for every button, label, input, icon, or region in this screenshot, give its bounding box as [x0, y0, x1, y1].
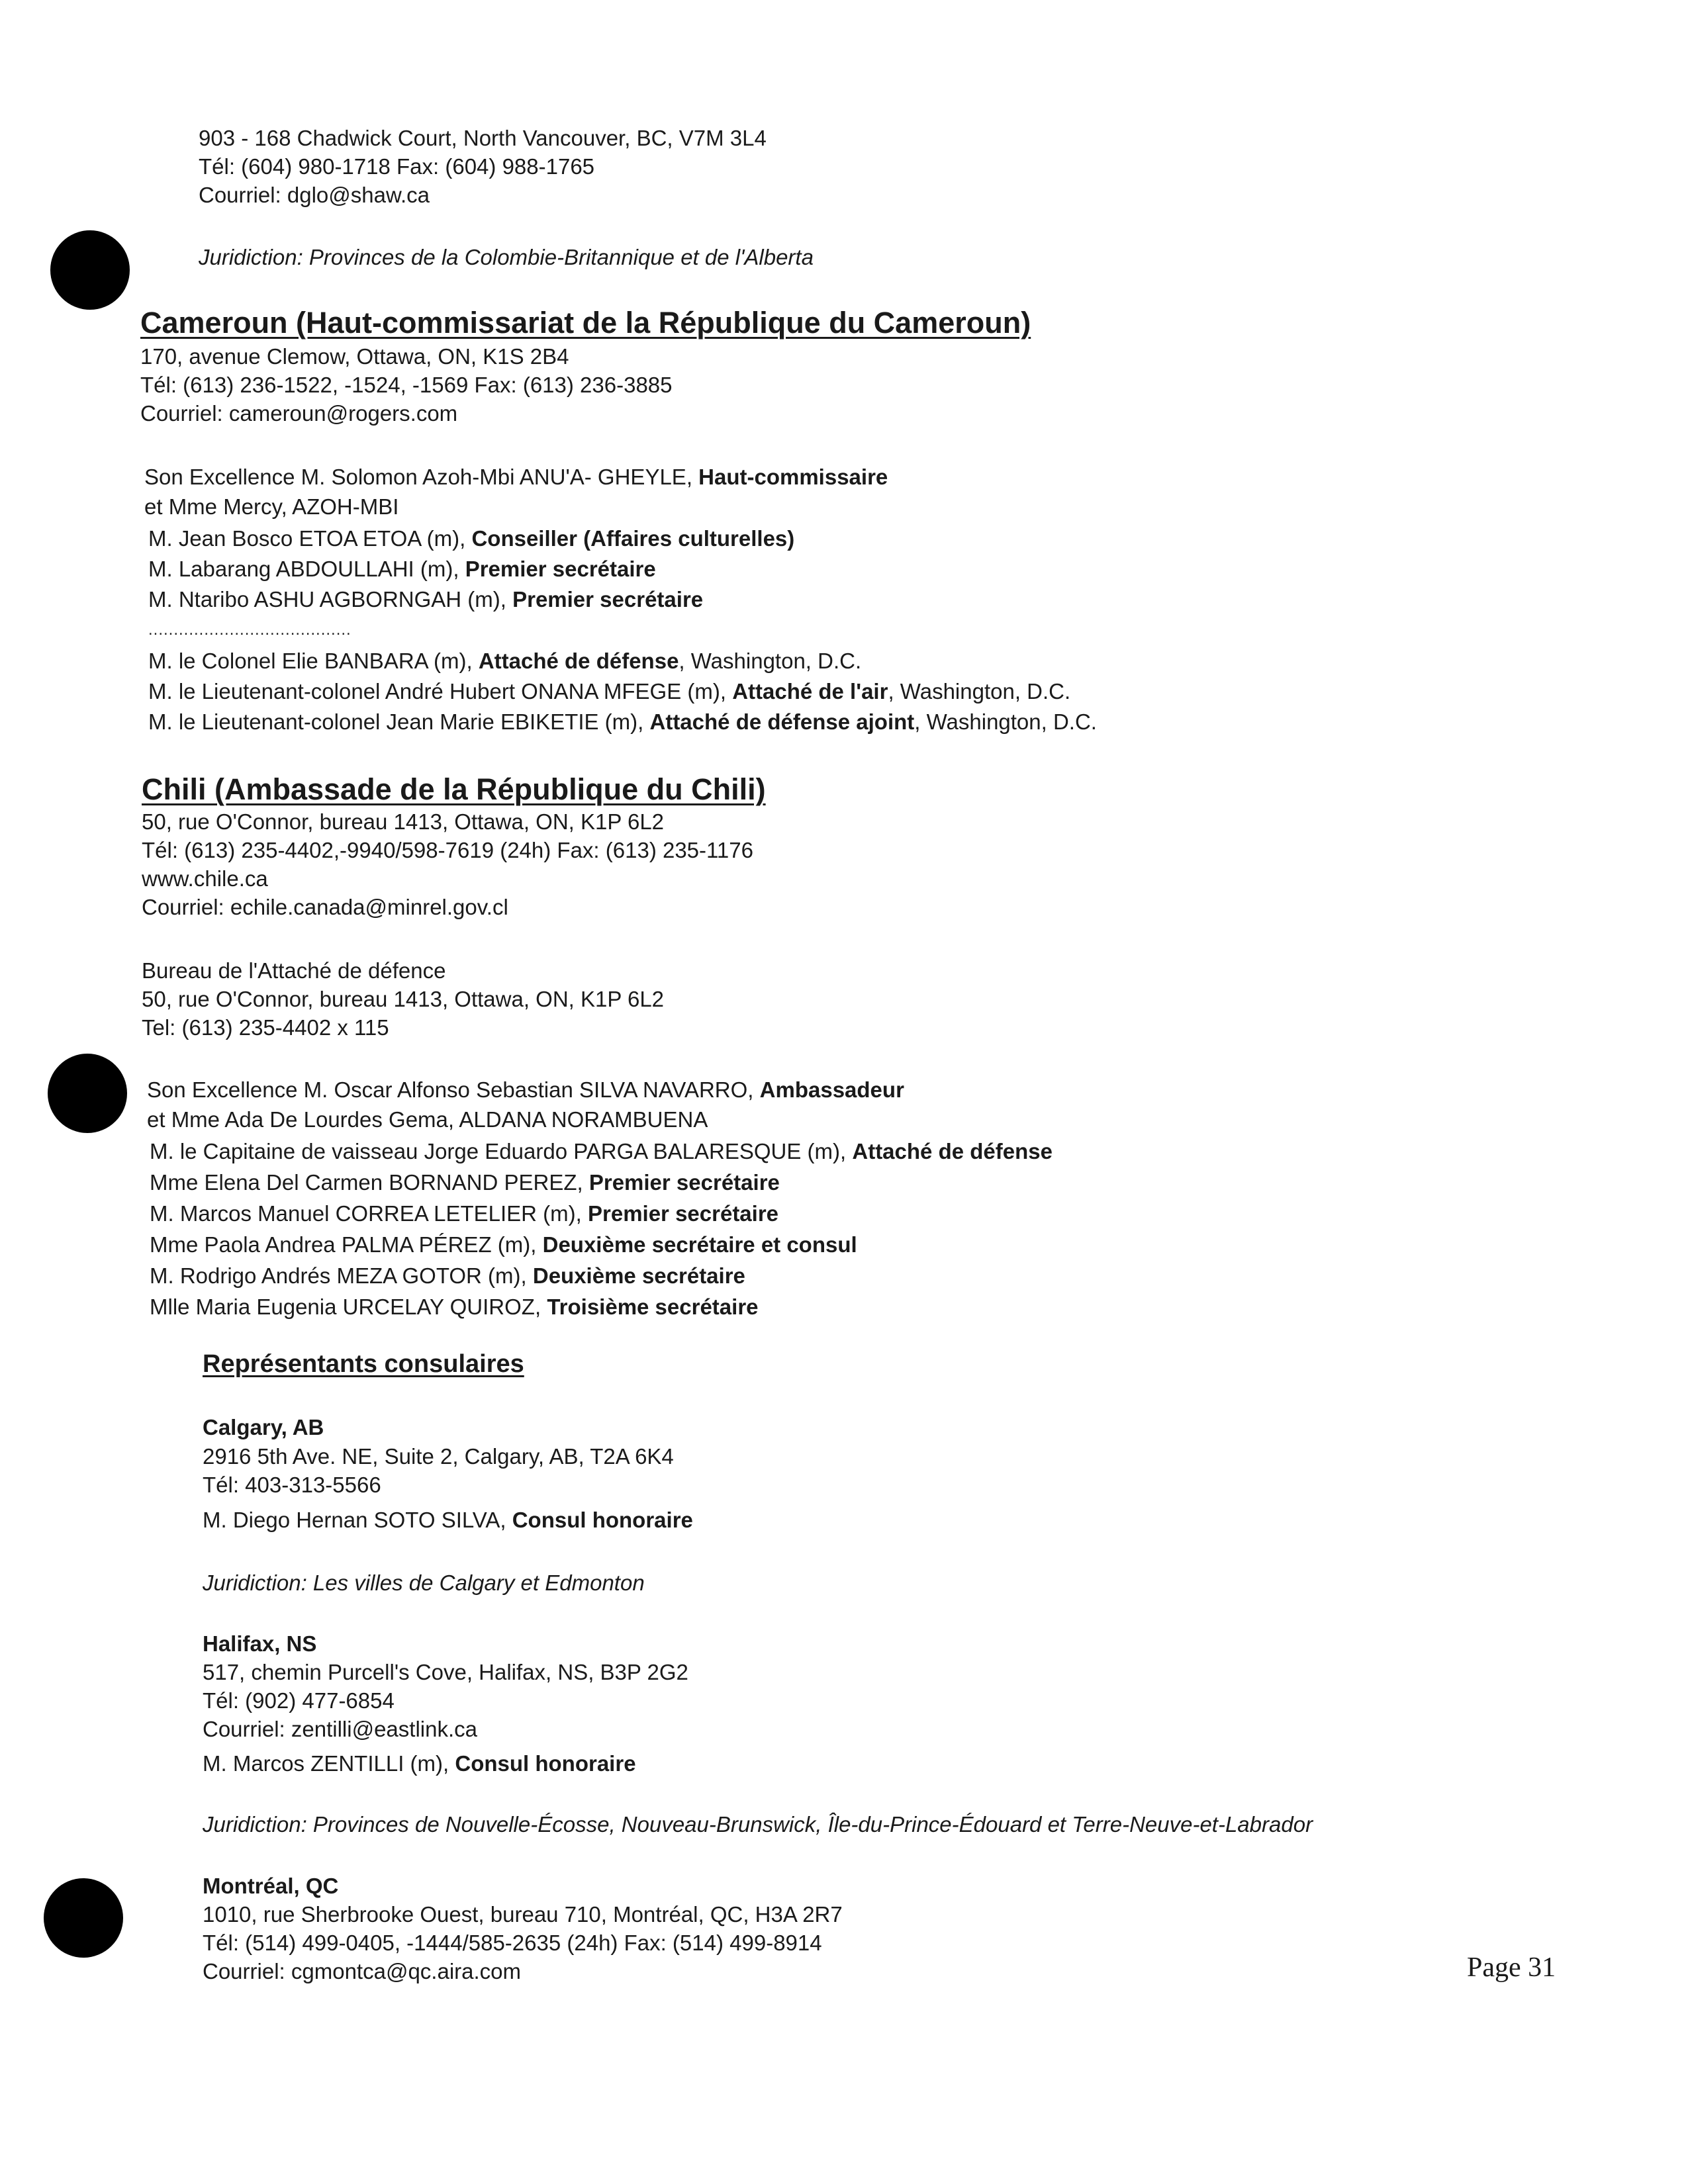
punch-hole-middle	[48, 1054, 127, 1133]
consul-line: M. Diego Hernan SOTO SILVA, Consul honoraire	[203, 1508, 693, 1532]
jurisdiction-line: Juridiction: Provinces de la Colombie-Britannique et de l'Alberta	[199, 245, 814, 269]
tel-line: Tel: (613) 235-4402 x 115	[142, 1015, 389, 1040]
tel-line: Tél: 403-313-5566	[203, 1473, 381, 1497]
staff-line: et Mme Ada De Lourdes Gema, ALDANA NORAMBUENA	[147, 1107, 708, 1132]
staff-line: M. Marcos Manuel CORREA LETELIER (m), Premier secrétaire	[150, 1201, 779, 1226]
staff-line: M. Ntaribo ASHU AGBORNGAH (m), Premier secrétaire	[148, 587, 704, 612]
jurisdiction-line: Juridiction: Les villes de Calgary et Edmonton	[203, 1570, 645, 1595]
punch-hole-top	[50, 230, 130, 310]
punch-hole-bottom	[44, 1878, 123, 1958]
address-line: 170, avenue Clemow, Ottawa, ON, K1S 2B4	[140, 344, 569, 369]
city-heading-calgary: Calgary, AB	[203, 1415, 324, 1439]
address-line: 517, chemin Purcell's Cove, Halifax, NS, B3P 2G2	[203, 1660, 688, 1684]
staff-line: Son Excellence M. Oscar Alfonso Sebastian SILVA NAVARRO, Ambassadeur	[147, 1077, 904, 1102]
address-line: 903 - 168 Chadwick Court, North Vancouver, BC, V7M 3L4	[199, 126, 767, 150]
tel-line: Tél: (613) 235-4402,-9940/598-7619 (24h) Fax: (613) 235-1176	[142, 838, 753, 862]
email-line: Courriel: echile.canada@minrel.gov.cl	[142, 895, 508, 919]
address-line: 50, rue O'Connor, bureau 1413, Ottawa, ON, K1P 6L2	[142, 809, 665, 834]
staff-line: M. Labarang ABDOULLAHI (m), Premier secrétaire	[148, 557, 656, 581]
attache-line: M. le Lieutenant-colonel Jean Marie EBIKETIE (m), Attaché de défense ajoint, Washington, D.C.	[148, 709, 1097, 734]
section-heading-cameroun: Cameroun (Haut-commissariat de la République du Cameroun)	[140, 306, 1031, 340]
attache-line: M. le Colonel Elie BANBARA (m), Attaché de défense, Washington, D.C.	[148, 649, 862, 673]
separator-dots: ........................................	[148, 621, 352, 639]
city-heading-montreal: Montréal, QC	[203, 1874, 339, 1898]
staff-line: et Mme Mercy, AZOH-MBI	[144, 494, 399, 519]
staff-line: M. Jean Bosco ETOA ETOA (m), Conseiller (Affaires culturelles)	[148, 526, 795, 551]
staff-line: Mme Elena Del Carmen BORNAND PEREZ, Premier secrétaire	[150, 1170, 780, 1195]
tel-line: Tél: (613) 236-1522, -1524, -1569 Fax: (613) 236-3885	[140, 373, 673, 397]
jurisdiction-line: Juridiction: Provinces de Nouvelle-Écosse, Nouveau-Brunswick, Île-du-Prince-Édouard et Terre-Neuve-et-Labrador	[203, 1812, 1313, 1837]
email-line: Courriel: cgmontca@qc.aira.com	[203, 1959, 521, 1983]
attache-line: M. le Lieutenant-colonel André Hubert ONANA MFEGE (m), Attaché de l'air, Washington, D.C.	[148, 679, 1071, 704]
tel-line: Tél: (902) 477-6854	[203, 1688, 395, 1713]
staff-line: Mlle Maria Eugenia URCELAY QUIROZ, Troisième secrétaire	[150, 1295, 759, 1319]
email-line: Courriel: zentilli@eastlink.ca	[203, 1717, 477, 1741]
address-line: 50, rue O'Connor, bureau 1413, Ottawa, ON, K1P 6L2	[142, 987, 665, 1011]
staff-line: M. Rodrigo Andrés MEZA GOTOR (m), Deuxième secrétaire	[150, 1263, 745, 1288]
email-line: Courriel: dglo@shaw.ca	[199, 183, 430, 207]
address-line: 2916 5th Ave. NE, Suite 2, Calgary, AB, T2A 6K4	[203, 1444, 674, 1469]
staff-line: Son Excellence M. Solomon Azoh-Mbi ANU'A- GHEYLE, Haut-commissaire	[144, 465, 888, 489]
email-line: Courriel: cameroun@rogers.com	[140, 401, 458, 426]
section-heading-chili: Chili (Ambassade de la République du Chili)	[142, 772, 766, 806]
consular-heading: Représentants consulaires	[203, 1350, 524, 1378]
tel-line: Tél: (604) 980-1718 Fax: (604) 988-1765	[199, 154, 595, 179]
website-line: www.chile.ca	[142, 866, 268, 891]
staff-line: Mme Paola Andrea PALMA PÉREZ (m), Deuxième secrétaire et consul	[150, 1232, 857, 1257]
address-line: 1010, rue Sherbrooke Ouest, bureau 710, Montréal, QC, H3A 2R7	[203, 1902, 843, 1927]
staff-line: M. le Capitaine de vaisseau Jorge Eduardo PARGA BALARESQUE (m), Attaché de défense	[150, 1139, 1053, 1163]
consul-line: M. Marcos ZENTILLI (m), Consul honoraire	[203, 1751, 636, 1776]
city-heading-halifax: Halifax, NS	[203, 1631, 317, 1656]
bureau-title: Bureau de l'Attaché de défence	[142, 958, 446, 983]
page-number: Page 31	[1467, 1952, 1556, 1983]
tel-line: Tél: (514) 499-0405, -1444/585-2635 (24h) Fax: (514) 499-8914	[203, 1931, 822, 1955]
